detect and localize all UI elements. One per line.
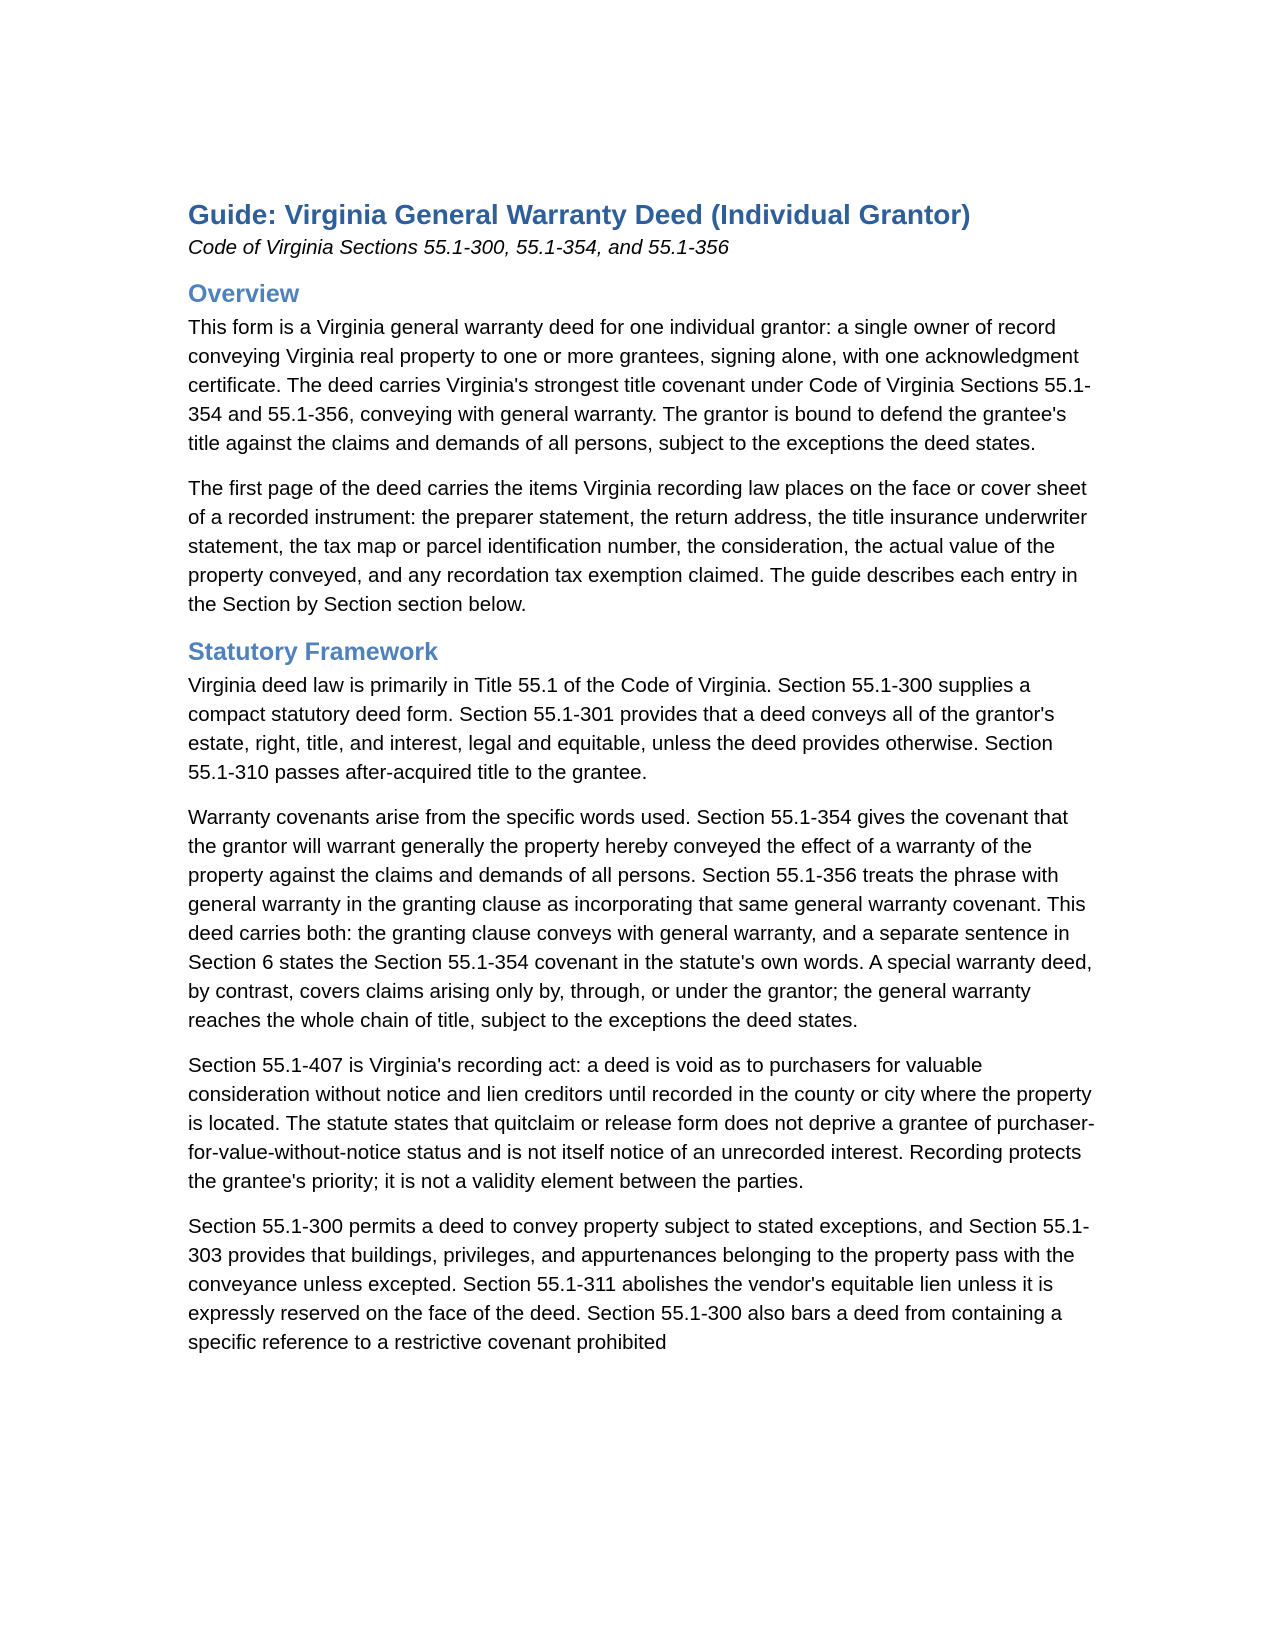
paragraph: Section 55.1-300 permits a deed to convey property subject to stated exceptions, and Section 55.1-303 provides that buildings, privileges, and appurtenances belonging to the property pass with the conveyance unless excepted. Section 55.1-311 abolishes the vendor's equitable lien unless it is expressly reserved on the face of the deed. Section 55.1-300 also bars a deed from containing a specific reference to a restrictive covenant prohibited [188,1215,1090,1354]
paragraph: Virginia deed law is primarily in Title 55.1 of the Code of Virginia. Section 55.1-300 supplies a compact statutory deed form. Section 55.1-301 provides that a deed conveys all of the grantor's estate, right, title, and interest, legal and equitable, unless the deed provides otherwise. Section 55.1-310 passes after-acquired title to the grantee. [188,674,1055,784]
document-title: Guide: Virginia General Warranty Deed (Individual Grantor) [188,199,971,230]
document-page [188,196,1098,1373]
paragraph: Warranty covenants arise from the specific words used. Section 55.1-354 gives the covenant that the grantor will warrant generally the property hereby conveyed the effect of a warranty of the property against the claims and demands of all persons. Section 55.1-356 treats the phrase with general warranty in the granting clause as incorporating that same general warranty covenant. This deed carries both: the granting clause conveys with general warranty, and a separate sentence in Section 6 states the Section 55.1-354 covenant in the statute's own words. A special warranty deed, by contrast, covers claims arising only by, through, or under the grantor; the general warranty reaches the whole chain of title, subject to the exceptions the deed states. [188,806,1093,1032]
section-overview [188,277,1098,619]
section-heading: Overview [188,280,300,308]
paragraph: This form is a Virginia general warranty deed for one individual grantor: a single owner of record conveying Virginia real property to one or more grantees, signing alone, with one acknowledgment certificate. The deed carries Virginia's strongest title covenant under Code of Virginia Sections 55.1-354 and 55.1-356, conveying with general warranty. The grantor is bound to defend the grantee's title against the claims and demands of all persons, subject to the exceptions the deed states. [188,316,1092,455]
paragraph: Section 55.1-407 is Virginia's recording act: a deed is void as to purchasers for valuable consideration without notice and lien creditors until recorded in the county or city where the property is located. The statute states that quitclaim or release form does not deprive a grantee of purchaser-for-value-without-notice status and is not itself notice of an unrecorded interest. Recording protects the grantee's priority; it is not a validity element between the parties. [188,1054,1095,1193]
paragraph: The first page of the deed carries the items Virginia recording law places on the face or cover sheet of a recorded instrument: the preparer statement, the return address, the title insurance underwriter statement, the tax map or parcel identification number, the consideration, the actual value of the property conveyed, and any recordation tax exemption claimed. The guide describes each entry in the Section by Section section below. [188,477,1088,616]
section-heading: Statutory Framework [188,638,439,666]
section-statutory-framework [188,635,1098,1357]
document-subtitle: Code of Virginia Sections 55.1-300, 55.1-354, and 55.1-356 [188,236,729,259]
